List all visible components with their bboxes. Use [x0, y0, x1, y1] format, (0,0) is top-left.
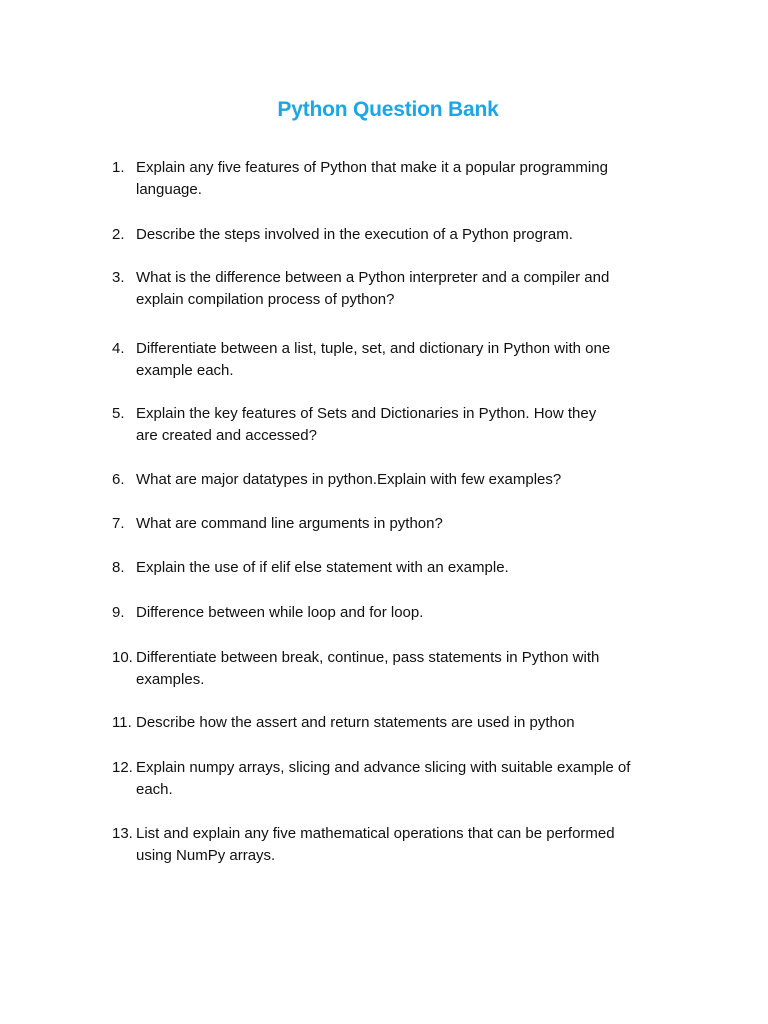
question-line: Differentiate between break, continue, pass statements in Python with — [136, 649, 600, 666]
question-number: 2. — [112, 226, 125, 243]
question-number: 4. — [112, 340, 125, 357]
question-text — [136, 602, 668, 624]
page-title: Python Question Bank — [277, 98, 499, 121]
question-number: 6. — [112, 471, 125, 488]
question-line: Explain the use of if elif else statement with an example. — [136, 559, 509, 576]
question-number: 8. — [112, 559, 125, 576]
question-number: 13. — [112, 825, 133, 842]
question-line: Difference between while loop and for loop. — [136, 604, 424, 621]
question-number: 1. — [112, 159, 125, 176]
question-line: Explain any five features of Python that make it a popular programming — [136, 159, 608, 176]
question-text — [136, 513, 668, 535]
question-line: explain compilation process of python? — [136, 291, 395, 308]
question-text — [136, 338, 668, 382]
question-text — [136, 267, 668, 311]
question-line: What is the difference between a Python interpreter and a compiler and — [136, 269, 610, 286]
question-line: Describe the steps involved in the execution of a Python program. — [136, 226, 573, 243]
question-line: each. — [136, 781, 173, 798]
question-text — [136, 469, 668, 491]
question-line: List and explain any five mathematical operations that can be performed — [136, 825, 615, 842]
question-number: 12. — [112, 759, 133, 776]
question-text — [136, 647, 668, 691]
question-number: 11. — [112, 714, 132, 731]
question-text — [136, 157, 668, 201]
question-number: 10. — [112, 649, 133, 666]
question-text — [136, 224, 668, 246]
question-line: Differentiate between a list, tuple, set, and dictionary in Python with one — [136, 340, 611, 357]
question-line: language. — [136, 181, 202, 198]
question-number: 9. — [112, 604, 125, 621]
question-text — [136, 557, 668, 579]
question-number: 7. — [112, 515, 125, 532]
question-text — [136, 757, 668, 801]
question-line: Describe how the assert and return statements are used in python — [136, 714, 575, 731]
question-number: 5. — [112, 405, 125, 422]
question-text — [136, 823, 668, 867]
question-line: Explain the key features of Sets and Dictionaries in Python. How they — [136, 405, 597, 422]
question-line: using NumPy arrays. — [136, 847, 276, 864]
question-line: are created and accessed? — [136, 427, 317, 444]
question-text — [136, 403, 668, 447]
question-number: 3. — [112, 269, 125, 286]
question-line: Explain numpy arrays, slicing and advance slicing with suitable example of — [136, 759, 631, 776]
question-line: examples. — [136, 671, 205, 688]
question-line: What are command line arguments in python? — [136, 515, 443, 532]
question-line: What are major datatypes in python.Explain with few examples? — [136, 471, 562, 488]
question-line: example each. — [136, 362, 234, 379]
question-text — [136, 712, 668, 734]
